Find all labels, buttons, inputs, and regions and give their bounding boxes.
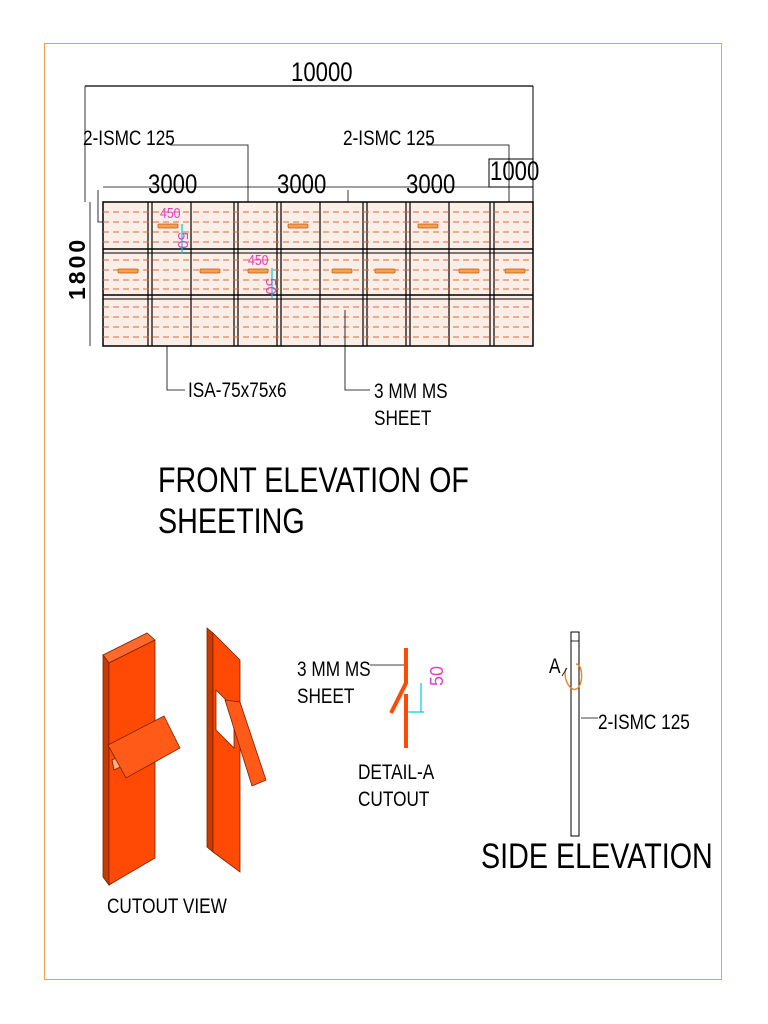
side-elevation-title: SIDE ELEVATION bbox=[481, 837, 713, 876]
side-column bbox=[571, 632, 579, 836]
cutout-height-dim-2: 50 bbox=[262, 278, 279, 295]
detail-a-sheet-label: 3 MM MS SHEET bbox=[297, 658, 371, 709]
side-ismc-callout: 2-ISMC 125 bbox=[598, 711, 690, 734]
bay-width-2: 3000 bbox=[277, 169, 327, 199]
bay-width-3: 3000 bbox=[406, 169, 456, 199]
bay-width-4: 1000 bbox=[490, 156, 540, 186]
cutout-height-dim-1: 50 bbox=[174, 232, 191, 249]
angle-callout: ISA-75x75x6 bbox=[188, 379, 287, 402]
overall-width-dimension: 10000 bbox=[291, 57, 353, 87]
ismc-left-callout: 2-ISMC 125 bbox=[83, 127, 175, 150]
cutout-width-dim-2: 450 bbox=[248, 252, 269, 269]
detail-a-marker: A bbox=[549, 655, 561, 678]
sheet-callout: 3 MM MS SHEET bbox=[374, 380, 448, 431]
cutout-view-label: CUTOUT VIEW bbox=[107, 895, 227, 918]
cutout-width-dim-1: 450 bbox=[160, 205, 181, 222]
detail-a-dimension: 50 bbox=[427, 665, 447, 686]
height-dimension: 1800 bbox=[64, 236, 90, 300]
detail-a-caption: DETAIL-A CUTOUT bbox=[358, 761, 435, 812]
bay-width-1: 3000 bbox=[148, 169, 198, 199]
front-elevation-title: FRONT ELEVATION OF SHEETING bbox=[158, 461, 469, 542]
ismc-right-callout: 2-ISMC 125 bbox=[343, 127, 435, 150]
